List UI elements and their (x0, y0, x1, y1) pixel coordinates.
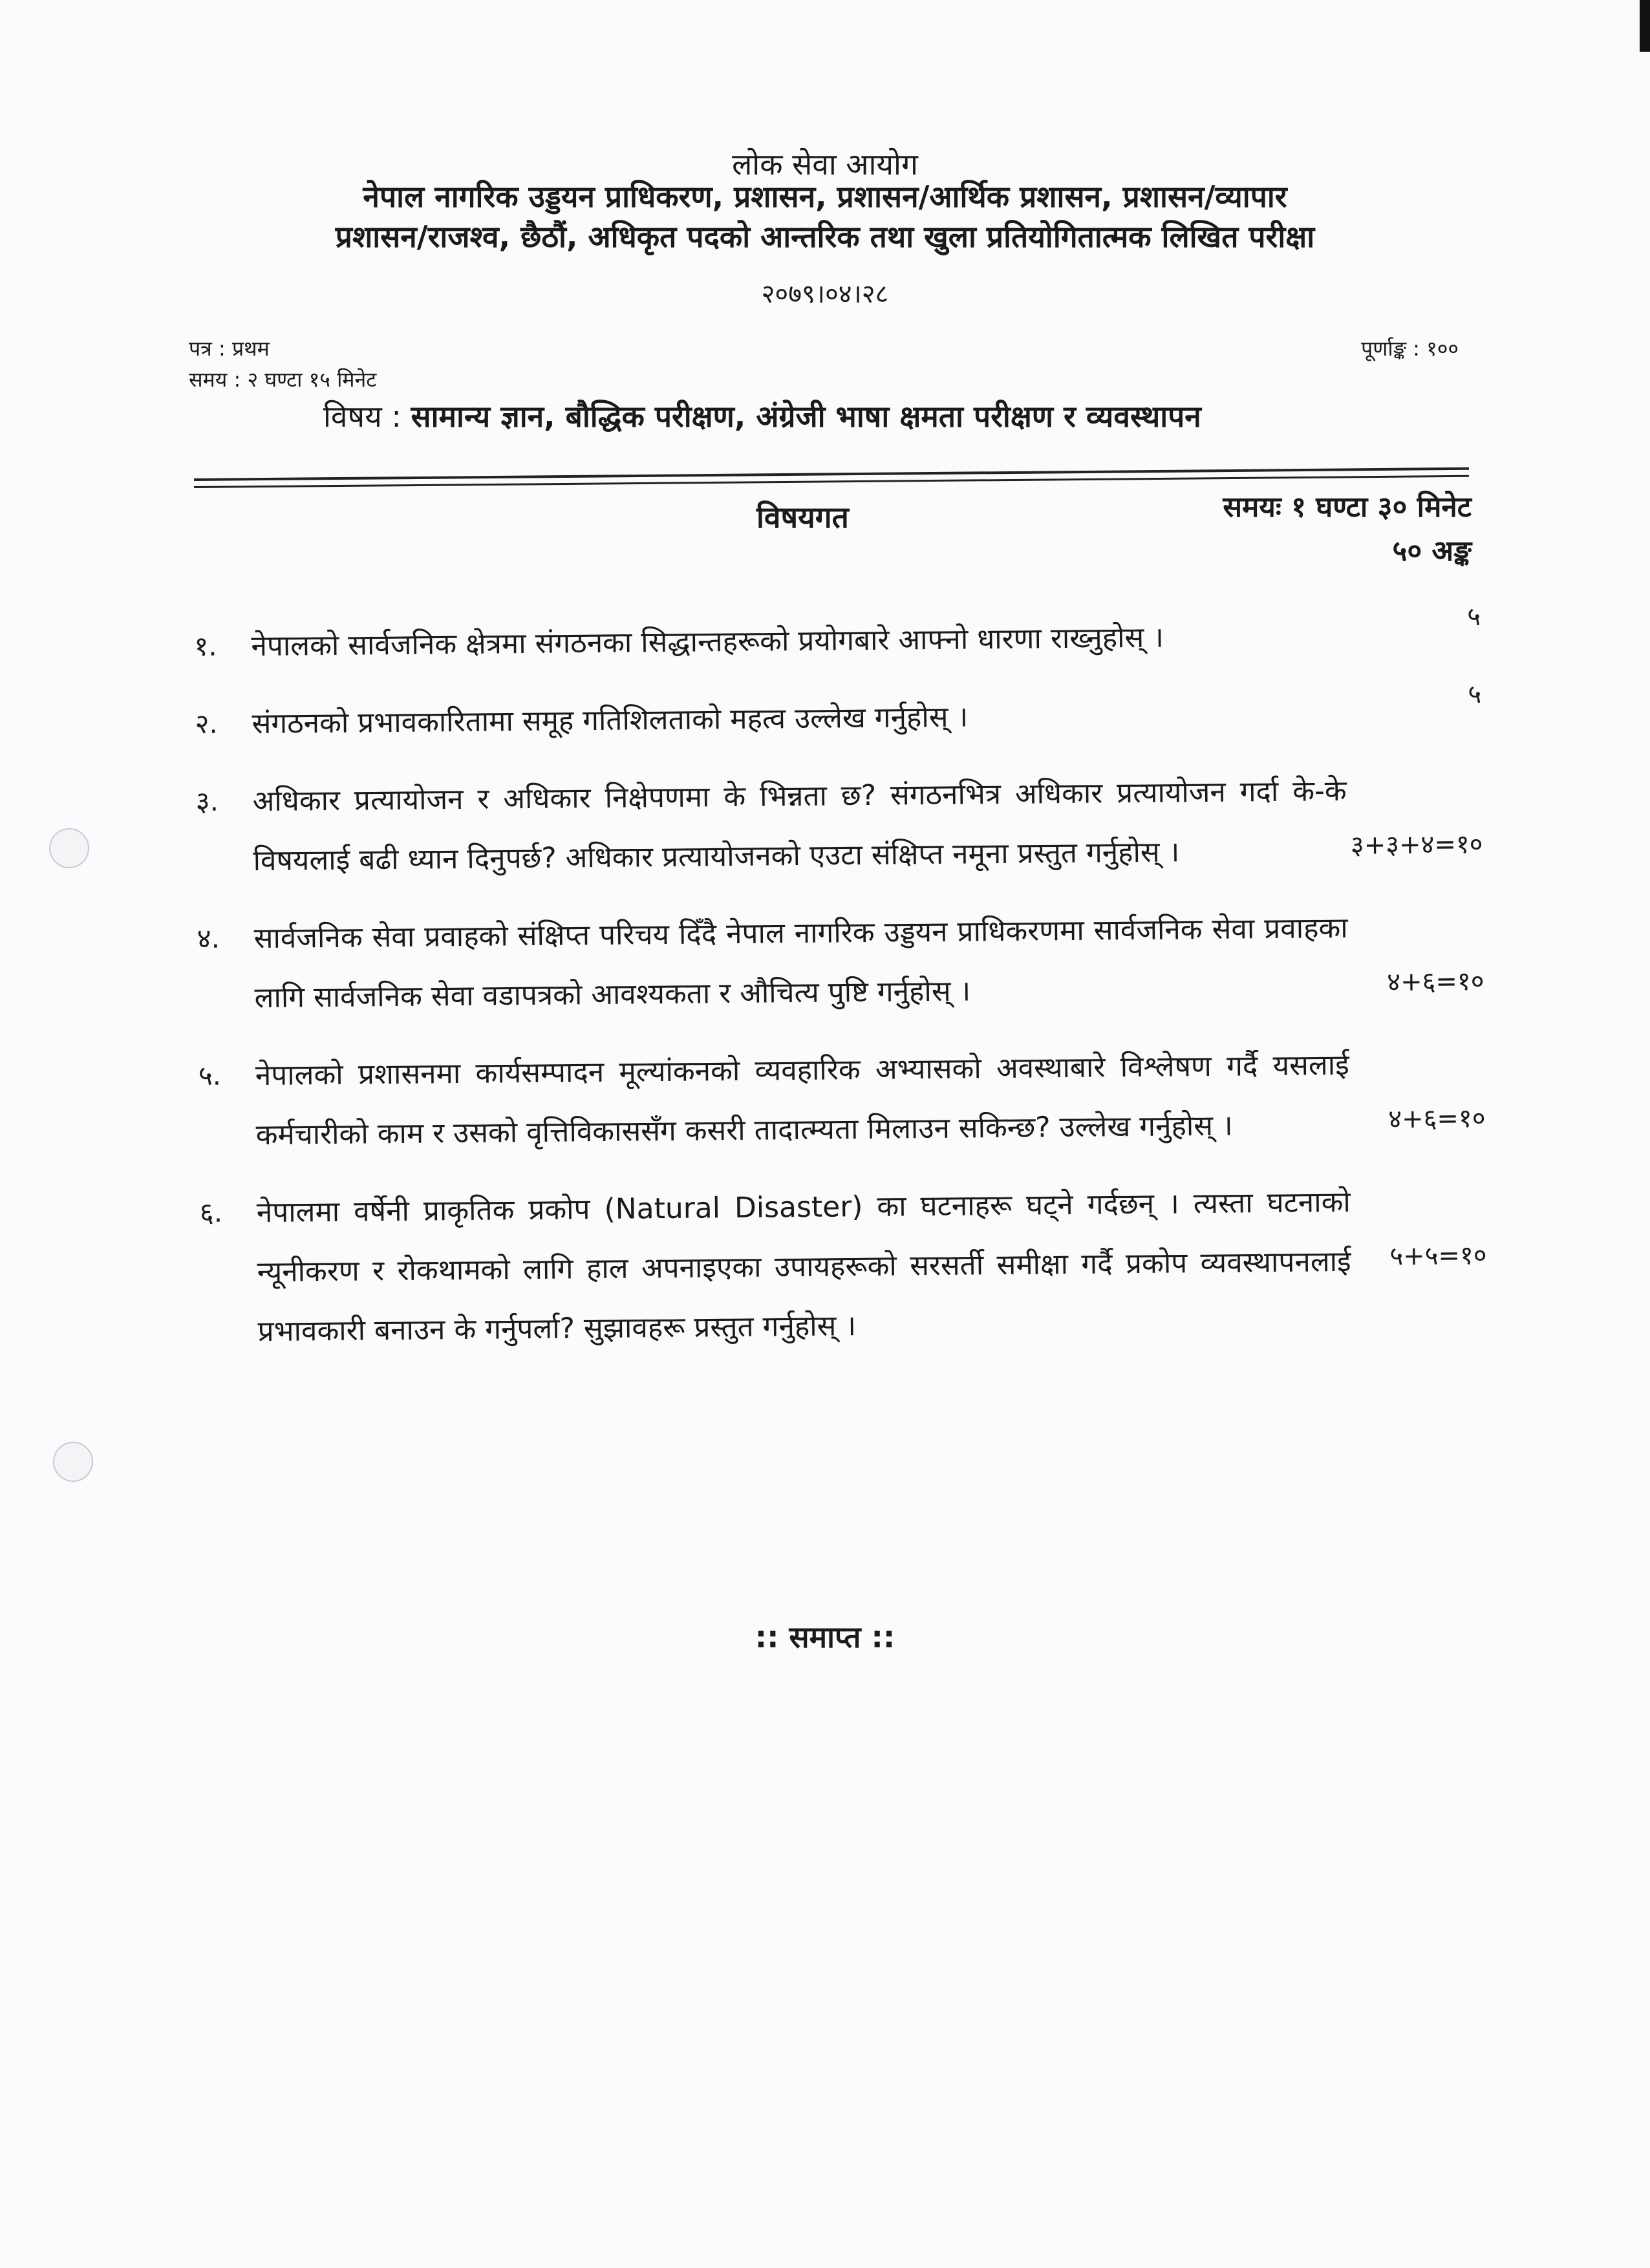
end-marker: :: समाप्त :: (755, 1620, 895, 1654)
commission-name: लोक सेवा आयोग (732, 147, 918, 182)
question-marks: ३+३+४=१० (1350, 829, 1483, 861)
section-marks: ५० अङ्क (1392, 535, 1472, 568)
section-time: समयः १ घण्टा ३० मिनेट (1223, 491, 1472, 524)
question-marks: ५+५=१० (1389, 1240, 1487, 1272)
question-marks: ४+६=१० (1387, 966, 1484, 998)
subject-label: विषय : (323, 399, 402, 434)
section-title: विषयगत (756, 500, 849, 535)
question-text: अधिकार प्रत्यायोजन र अधिकार निक्षेपणमा के भिन्नता छ? संगठनभित्र अधिकार प्रत्यायोजन गर्दा के-के विषयलाई बढी ध्यान दिनुपर्छ? अधिकार प्रत्यायोजनको एउटा संक्षिप्त नमूना प्रस्तुत गर्नुहोस् । (252, 774, 1347, 878)
question-number: ३. (195, 785, 219, 817)
paper-label: पत्र : प्रथम (189, 336, 270, 361)
paper-meta (189, 333, 376, 395)
exam-title-line-1: नेपाल नागरिक उड्डयन प्राधिकरण, प्रशासन, प्रशासन/आर्थिक प्रशासन, प्रशासन/व्यापार (363, 179, 1287, 214)
question-text: नेपालको प्रशासनमा कार्यसम्पादन मूल्यांकनको व्यवहारिक अभ्यासको अवस्थाबारे विश्लेषण गर्दै यसलाई कर्मचारीको काम र उसको वृत्तिविकाससँग कसरी तादात्म्यता मिलाउन सकिन्छ? उल्लेख गर्नुहोस् । (255, 1048, 1349, 1152)
question-number: ६. (199, 1196, 223, 1228)
exam-title-line-2: प्रशासन/राजश्व, छैठौं, अधिकृत पदको आन्तरिक तथा खुला प्रतियोगितात्मक लिखित परीक्षा (335, 219, 1315, 254)
full-marks: पूर्णाङ्क : १०० (1361, 336, 1459, 361)
question-text: नेपालको सार्वजनिक क्षेत्रमा संगठनका सिद्धान्तहरूको प्रयोगबारे आफ्नो धारणा राख्नुहोस् । (251, 621, 1164, 663)
question-item (195, 679, 1482, 754)
question-item (194, 601, 1481, 677)
punch-hole (53, 1442, 93, 1482)
question-number: ४. (197, 922, 220, 954)
punch-hole (49, 828, 89, 868)
question-item (199, 1171, 1488, 1362)
question-marks: ५ (1468, 679, 1482, 710)
question-text: नेपालमा वर्षेनी प्राकृतिक प्रकोप (Natural Disaster) का घटनाहरू घट्ने गर्दछन् । त्यस्ता घटनाको न्यूनीकरण र रोकथामको लागि हाल अपनाइएका उपायहरूको सरसर्ती समीक्षा गर्दै प्रकोप व्यवस्थापनलाई प्रभावकारी बनाउन के गर्नुपर्ला? सुझावहरू प्रस्तुत गर्नुहोस् । (256, 1185, 1351, 1349)
question-list (194, 601, 1488, 1380)
scan-edge (1640, 0, 1650, 52)
question-number: १. (194, 630, 217, 662)
question-text: सार्वजनिक सेवा प्रवाहको संक्षिप्त परिचय दिँदै नेपाल नागरिक उड्डयन प्राधिकरणमा सार्वजनिक सेवा प्रवाहका लागि सार्वजनिक सेवा वडापत्रको आवश्यकता र औचित्य पुष्टि गर्नुहोस् । (253, 911, 1348, 1015)
divider-rule (194, 467, 1469, 481)
time-label: समय : २ घण्टा १५ मिनेट (189, 367, 377, 392)
question-number: २. (195, 707, 219, 740)
question-marks: ५ (1467, 601, 1481, 632)
question-item (197, 897, 1484, 1029)
subject-line (323, 396, 1201, 436)
subject-text: सामान्य ज्ञान, बौद्धिक परीक्षण, अंग्रेजी भाषा क्षमता परीक्षण र व्यवस्थापन (411, 399, 1201, 434)
question-text: संगठनको प्रभावकारितामा समूह गतिशिलताको महत्व उल्लेख गर्नुहोस् । (252, 700, 969, 741)
question-number: ५. (198, 1059, 222, 1091)
question-marks: ४+६=१० (1388, 1103, 1486, 1135)
exam-date: २०७९।०४।२८ (761, 279, 889, 309)
question-item (195, 760, 1483, 892)
question-item (198, 1034, 1486, 1166)
